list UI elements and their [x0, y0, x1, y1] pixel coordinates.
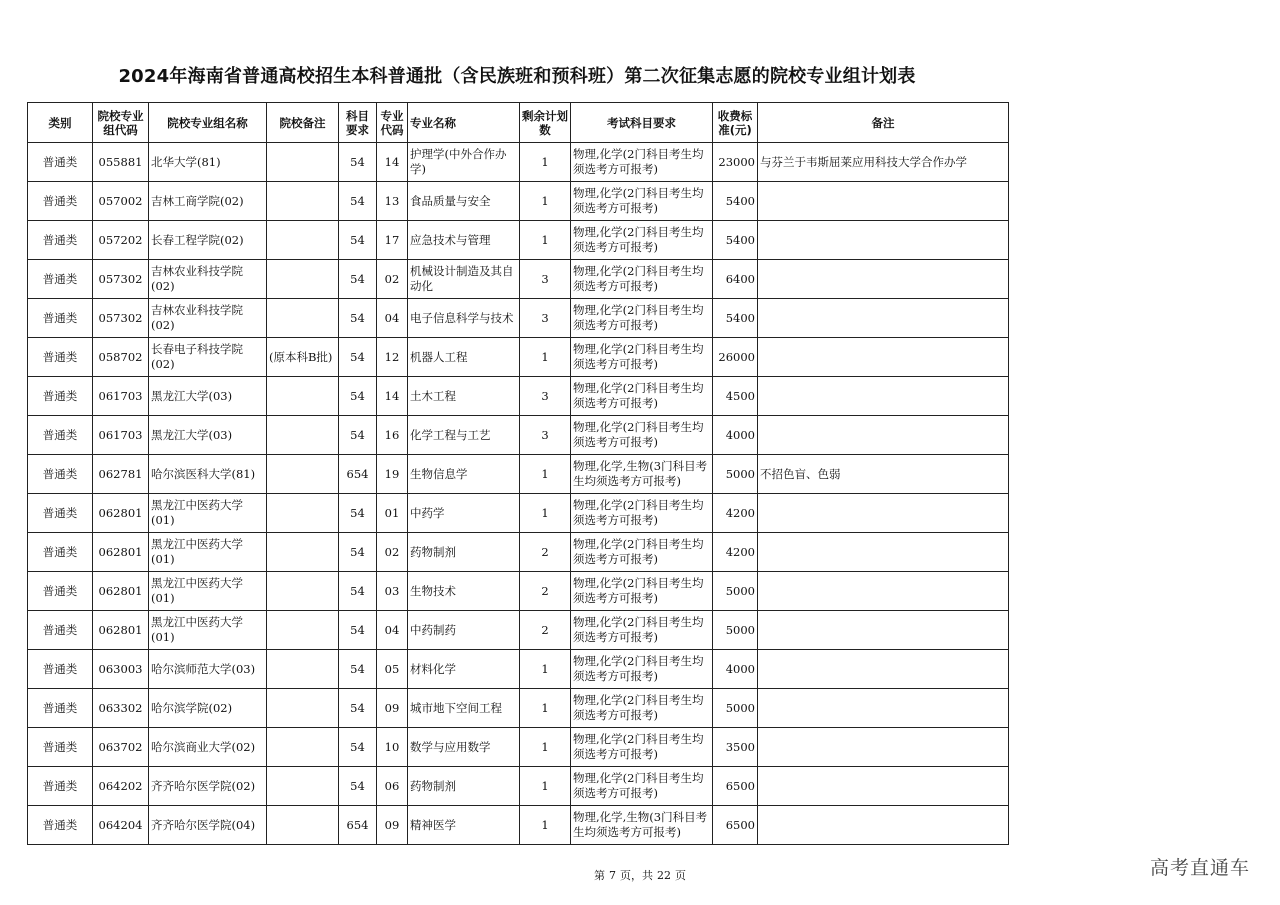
cell-school-note — [267, 494, 339, 533]
cell-category: 普通类 — [28, 455, 93, 494]
table-row — [28, 416, 1009, 455]
cell-group-code: 057202 — [93, 221, 149, 260]
cell-group-name: 黑龙江中医药大学(01) — [149, 533, 267, 572]
table-row — [28, 182, 1009, 221]
cell-remaining: 3 — [520, 416, 571, 455]
table-row — [28, 338, 1009, 377]
cell-fee: 26000 — [713, 338, 758, 377]
cell-remark — [758, 416, 1009, 455]
cell-exam-req: 物理,化学(2门科目考生均须选考方可报考) — [571, 650, 713, 689]
cell-school-note — [267, 533, 339, 572]
cell-subject-req: 54 — [339, 611, 377, 650]
cell-major-name: 机械设计制造及其自动化 — [408, 260, 520, 299]
cell-major-code: 12 — [377, 338, 408, 377]
cell-exam-req: 物理,化学(2门科目考生均须选考方可报考) — [571, 182, 713, 221]
header-major-name: 专业名称 — [408, 103, 520, 143]
cell-major-code: 02 — [377, 533, 408, 572]
cell-remaining: 1 — [520, 143, 571, 182]
cell-remark — [758, 299, 1009, 338]
cell-group-name: 哈尔滨学院(02) — [149, 689, 267, 728]
cell-fee: 4200 — [713, 494, 758, 533]
cell-fee: 4200 — [713, 533, 758, 572]
cell-group-name: 黑龙江中医药大学(01) — [149, 611, 267, 650]
cell-group-code: 063003 — [93, 650, 149, 689]
cell-group-code: 062801 — [93, 572, 149, 611]
cell-group-name: 黑龙江大学(03) — [149, 416, 267, 455]
cell-school-note — [267, 416, 339, 455]
cell-category: 普通类 — [28, 143, 93, 182]
header-school-note: 院校备注 — [267, 103, 339, 143]
header-subject-req: 科目要求 — [339, 103, 377, 143]
cell-major-code: 03 — [377, 572, 408, 611]
cell-major-name: 城市地下空间工程 — [408, 689, 520, 728]
cell-group-code: 057002 — [93, 182, 149, 221]
cell-category: 普通类 — [28, 650, 93, 689]
cell-remaining: 1 — [520, 728, 571, 767]
cell-major-name: 电子信息科学与技术 — [408, 299, 520, 338]
cell-remark — [758, 260, 1009, 299]
cell-fee: 3500 — [713, 728, 758, 767]
cell-subject-req: 54 — [339, 572, 377, 611]
cell-exam-req: 物理,化学,生物(3门科目考生均须选考方可报考) — [571, 455, 713, 494]
cell-school-note — [267, 728, 339, 767]
cell-category: 普通类 — [28, 533, 93, 572]
cell-subject-req: 54 — [339, 143, 377, 182]
header-remark: 备注 — [758, 103, 1009, 143]
cell-major-name: 机器人工程 — [408, 338, 520, 377]
cell-fee: 5000 — [713, 689, 758, 728]
cell-school-note — [267, 806, 339, 845]
cell-remark — [758, 728, 1009, 767]
cell-remaining: 1 — [520, 689, 571, 728]
cell-group-code: 057302 — [93, 260, 149, 299]
cell-school-note — [267, 455, 339, 494]
cell-remaining: 1 — [520, 650, 571, 689]
cell-fee: 5400 — [713, 221, 758, 260]
table-row — [28, 572, 1009, 611]
cell-major-code: 04 — [377, 299, 408, 338]
header-category: 类别 — [28, 103, 93, 143]
cell-subject-req: 54 — [339, 299, 377, 338]
cell-group-name: 黑龙江中医药大学(01) — [149, 572, 267, 611]
cell-fee: 5400 — [713, 182, 758, 221]
cell-school-note — [267, 689, 339, 728]
cell-major-name: 应急技术与管理 — [408, 221, 520, 260]
cell-school-note — [267, 143, 339, 182]
cell-subject-req: 54 — [339, 689, 377, 728]
cell-major-code: 09 — [377, 806, 408, 845]
cell-remaining: 1 — [520, 221, 571, 260]
cell-group-name: 吉林工商学院(02) — [149, 182, 267, 221]
cell-major-name: 药物制剂 — [408, 533, 520, 572]
cell-major-name: 中药制药 — [408, 611, 520, 650]
table-row — [28, 806, 1009, 845]
cell-exam-req: 物理,化学(2门科目考生均须选考方可报考) — [571, 338, 713, 377]
cell-remark — [758, 182, 1009, 221]
table-row — [28, 533, 1009, 572]
cell-remark — [758, 338, 1009, 377]
cell-fee: 6500 — [713, 767, 758, 806]
footer-middle: 页，共 — [620, 869, 653, 882]
cell-remark — [758, 572, 1009, 611]
cell-remaining: 1 — [520, 182, 571, 221]
cell-category: 普通类 — [28, 182, 93, 221]
cell-category: 普通类 — [28, 416, 93, 455]
cell-remaining: 1 — [520, 455, 571, 494]
cell-remark — [758, 650, 1009, 689]
cell-major-code: 14 — [377, 143, 408, 182]
cell-fee: 5400 — [713, 299, 758, 338]
cell-category: 普通类 — [28, 806, 93, 845]
cell-remark — [758, 767, 1009, 806]
cell-school-note — [267, 221, 339, 260]
cell-major-name: 数学与应用数学 — [408, 728, 520, 767]
cell-major-code: 02 — [377, 260, 408, 299]
cell-category: 普通类 — [28, 377, 93, 416]
cell-school-note — [267, 299, 339, 338]
table-row — [28, 650, 1009, 689]
cell-school-note: (原本科B批) — [267, 338, 339, 377]
cell-group-code: 057302 — [93, 299, 149, 338]
table-row — [28, 611, 1009, 650]
cell-group-code: 062801 — [93, 611, 149, 650]
cell-major-name: 化学工程与工艺 — [408, 416, 520, 455]
cell-group-code: 061703 — [93, 377, 149, 416]
header-group-code: 院校专业组代码 — [93, 103, 149, 143]
cell-subject-req: 54 — [339, 494, 377, 533]
cell-group-name: 北华大学(81) — [149, 143, 267, 182]
cell-group-code: 062781 — [93, 455, 149, 494]
cell-school-note — [267, 767, 339, 806]
cell-category: 普通类 — [28, 494, 93, 533]
cell-major-code: 17 — [377, 221, 408, 260]
cell-category: 普通类 — [28, 689, 93, 728]
cell-major-name: 精神医学 — [408, 806, 520, 845]
cell-fee: 5000 — [713, 455, 758, 494]
cell-major-code: 13 — [377, 182, 408, 221]
cell-subject-req: 54 — [339, 260, 377, 299]
cell-remark — [758, 689, 1009, 728]
cell-remaining: 2 — [520, 611, 571, 650]
footer-total-pages: 22 — [657, 869, 671, 882]
cell-major-code: 04 — [377, 611, 408, 650]
cell-category: 普通类 — [28, 338, 93, 377]
cell-remaining: 1 — [520, 767, 571, 806]
table-row — [28, 221, 1009, 260]
cell-fee: 23000 — [713, 143, 758, 182]
cell-remaining: 1 — [520, 338, 571, 377]
cell-remaining: 1 — [520, 806, 571, 845]
footer-prefix: 第 — [594, 869, 605, 882]
cell-exam-req: 物理,化学(2门科目考生均须选考方可报考) — [571, 533, 713, 572]
cell-remaining: 3 — [520, 377, 571, 416]
cell-exam-req: 物理,化学(2门科目考生均须选考方可报考) — [571, 299, 713, 338]
cell-exam-req: 物理,化学(2门科目考生均须选考方可报考) — [571, 416, 713, 455]
cell-remaining: 3 — [520, 260, 571, 299]
cell-exam-req: 物理,化学(2门科目考生均须选考方可报考) — [571, 260, 713, 299]
cell-group-code: 062801 — [93, 494, 149, 533]
header-remaining: 剩余计划数 — [520, 103, 571, 143]
cell-group-code: 063702 — [93, 728, 149, 767]
cell-subject-req: 54 — [339, 182, 377, 221]
cell-group-name: 齐齐哈尔医学院(02) — [149, 767, 267, 806]
cell-group-name: 黑龙江中医药大学(01) — [149, 494, 267, 533]
cell-remark: 不招色盲、色弱 — [758, 455, 1009, 494]
cell-school-note — [267, 260, 339, 299]
table-row — [28, 455, 1009, 494]
cell-major-code: 05 — [377, 650, 408, 689]
cell-major-name: 中药学 — [408, 494, 520, 533]
cell-category: 普通类 — [28, 221, 93, 260]
cell-category: 普通类 — [28, 299, 93, 338]
cell-subject-req: 654 — [339, 806, 377, 845]
cell-exam-req: 物理,化学(2门科目考生均须选考方可报考) — [571, 377, 713, 416]
cell-subject-req: 54 — [339, 650, 377, 689]
cell-group-code: 061703 — [93, 416, 149, 455]
footer-page-number: 7 — [609, 869, 616, 882]
header-major-code: 专业代码 — [377, 103, 408, 143]
cell-fee: 6500 — [713, 806, 758, 845]
cell-major-name: 生物信息学 — [408, 455, 520, 494]
cell-major-code: 09 — [377, 689, 408, 728]
cell-major-name: 生物技术 — [408, 572, 520, 611]
cell-major-name: 药物制剂 — [408, 767, 520, 806]
cell-remark — [758, 377, 1009, 416]
header-fee: 收费标准(元) — [713, 103, 758, 143]
header-exam-req: 考试科目要求 — [571, 103, 713, 143]
cell-group-code: 064202 — [93, 767, 149, 806]
cell-exam-req: 物理,化学(2门科目考生均须选考方可报考) — [571, 611, 713, 650]
cell-school-note — [267, 611, 339, 650]
cell-exam-req: 物理,化学(2门科目考生均须选考方可报考) — [571, 767, 713, 806]
cell-group-name: 哈尔滨师范大学(03) — [149, 650, 267, 689]
cell-school-note — [267, 572, 339, 611]
cell-subject-req: 54 — [339, 221, 377, 260]
table-row — [28, 260, 1009, 299]
cell-subject-req: 54 — [339, 728, 377, 767]
cell-major-code: 14 — [377, 377, 408, 416]
cell-group-code: 064204 — [93, 806, 149, 845]
table-row — [28, 143, 1009, 182]
cell-remark — [758, 221, 1009, 260]
table-row — [28, 377, 1009, 416]
cell-remark: 与芬兰于韦斯屈莱应用科技大学合作办学 — [758, 143, 1009, 182]
cell-category: 普通类 — [28, 611, 93, 650]
cell-exam-req: 物理,化学(2门科目考生均须选考方可报考) — [571, 689, 713, 728]
cell-school-note — [267, 377, 339, 416]
cell-exam-req: 物理,化学(2门科目考生均须选考方可报考) — [571, 494, 713, 533]
cell-fee: 5000 — [713, 611, 758, 650]
cell-fee: 4500 — [713, 377, 758, 416]
cell-group-name: 黑龙江大学(03) — [149, 377, 267, 416]
cell-major-name: 护理学(中外合作办学) — [408, 143, 520, 182]
table-row — [28, 767, 1009, 806]
cell-subject-req: 54 — [339, 767, 377, 806]
cell-group-name: 吉林农业科技学院(02) — [149, 299, 267, 338]
cell-group-name: 哈尔滨医科大学(81) — [149, 455, 267, 494]
cell-category: 普通类 — [28, 767, 93, 806]
cell-subject-req: 654 — [339, 455, 377, 494]
cell-remark — [758, 806, 1009, 845]
cell-group-name: 哈尔滨商业大学(02) — [149, 728, 267, 767]
cell-remark — [758, 494, 1009, 533]
cell-major-name: 食品质量与安全 — [408, 182, 520, 221]
cell-major-code: 19 — [377, 455, 408, 494]
cell-remaining: 1 — [520, 494, 571, 533]
cell-exam-req: 物理,化学(2门科目考生均须选考方可报考) — [571, 221, 713, 260]
cell-major-code: 06 — [377, 767, 408, 806]
cell-group-code: 055881 — [93, 143, 149, 182]
footer-suffix: 页 — [675, 869, 686, 882]
cell-major-code: 01 — [377, 494, 408, 533]
cell-remaining: 2 — [520, 572, 571, 611]
cell-subject-req: 54 — [339, 416, 377, 455]
cell-major-code: 16 — [377, 416, 408, 455]
cell-category: 普通类 — [28, 260, 93, 299]
cell-major-name: 土木工程 — [408, 377, 520, 416]
cell-subject-req: 54 — [339, 533, 377, 572]
cell-remaining: 3 — [520, 299, 571, 338]
cell-group-name: 长春工程学院(02) — [149, 221, 267, 260]
cell-group-code: 062801 — [93, 533, 149, 572]
cell-category: 普通类 — [28, 572, 93, 611]
cell-group-code: 063302 — [93, 689, 149, 728]
cell-group-code: 058702 — [93, 338, 149, 377]
cell-school-note — [267, 182, 339, 221]
watermark: 高考直通车 — [1149, 857, 1250, 879]
plan-table — [27, 102, 1009, 845]
header-group-name: 院校专业组名称 — [149, 103, 267, 143]
cell-category: 普通类 — [28, 728, 93, 767]
cell-fee: 6400 — [713, 260, 758, 299]
cell-major-name: 材料化学 — [408, 650, 520, 689]
cell-exam-req: 物理,化学(2门科目考生均须选考方可报考) — [571, 143, 713, 182]
cell-subject-req: 54 — [339, 377, 377, 416]
cell-remark — [758, 533, 1009, 572]
table-row — [28, 728, 1009, 767]
table-row — [28, 689, 1009, 728]
cell-exam-req: 物理,化学(2门科目考生均须选考方可报考) — [571, 728, 713, 767]
cell-exam-req: 物理,化学,生物(3门科目考生均须选考方可报考) — [571, 806, 713, 845]
cell-exam-req: 物理,化学(2门科目考生均须选考方可报考) — [571, 572, 713, 611]
table-header-row — [28, 103, 1009, 143]
cell-group-name: 长春电子科技学院(02) — [149, 338, 267, 377]
cell-fee: 5000 — [713, 572, 758, 611]
page-title: 2024年海南省普通高校招生本科普通批（含民族班和预科班）第二次征集志愿的院校专业组计划表 — [118, 66, 916, 87]
page-footer — [0, 867, 1280, 883]
cell-remark — [758, 611, 1009, 650]
table-row — [28, 494, 1009, 533]
cell-group-name: 吉林农业科技学院(02) — [149, 260, 267, 299]
cell-fee: 4000 — [713, 650, 758, 689]
cell-fee: 4000 — [713, 416, 758, 455]
cell-school-note — [267, 650, 339, 689]
cell-major-code: 10 — [377, 728, 408, 767]
cell-subject-req: 54 — [339, 338, 377, 377]
table-row — [28, 299, 1009, 338]
cell-remaining: 2 — [520, 533, 571, 572]
cell-group-name: 齐齐哈尔医学院(04) — [149, 806, 267, 845]
